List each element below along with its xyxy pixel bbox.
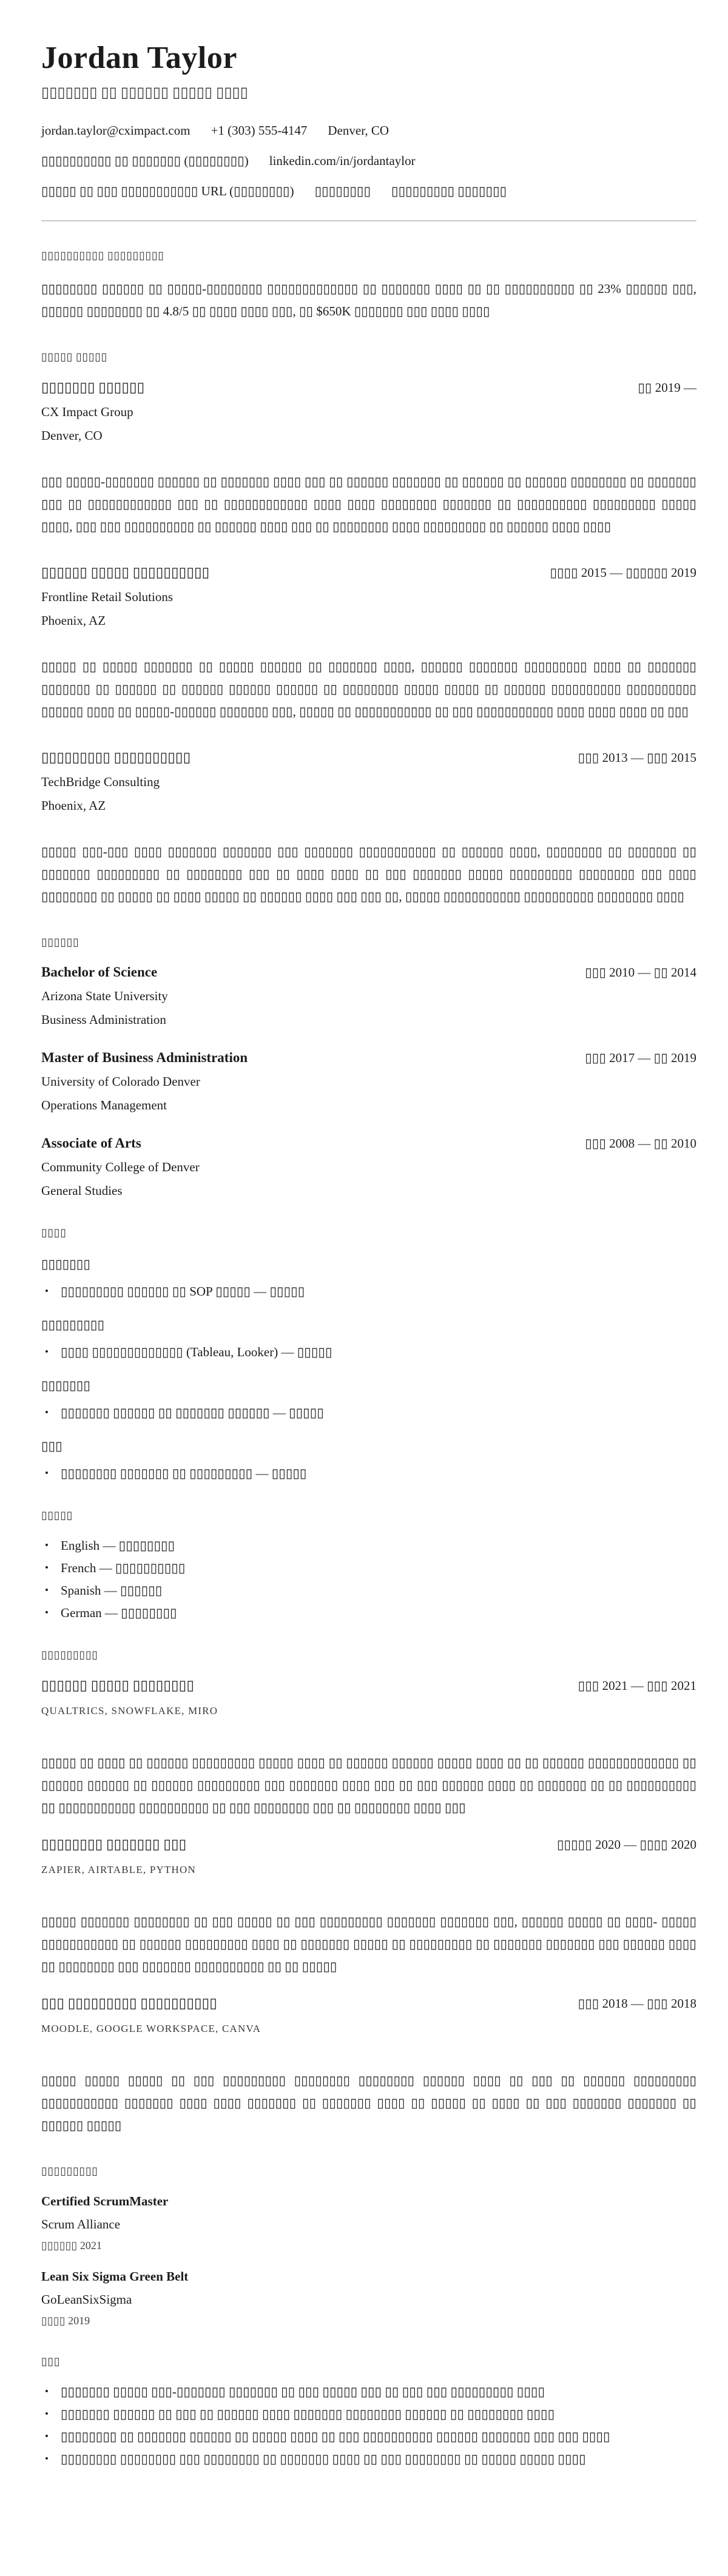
language-item: • Spanish — ▯▯▯▯▯▯ xyxy=(41,1582,696,1598)
bullet-dot-icon: • xyxy=(45,1346,49,1357)
profile-section-header: ▯▯▯▯▯▯▯▯▯▯ ▯▯▯▯▯▯▯▯▯ xyxy=(41,249,164,261)
study-area: Business Administration xyxy=(41,1012,166,1027)
job-description: ▯▯▯▯▯ ▯▯ ▯▯▯▯▯ ▯▯▯▯▯▯▯ ▯▯ ▯▯▯▯▯ ▯▯▯▯▯▯ ▯▯ ▯▯▯▯▯▯▯ ▯▯▯▯, ▯▯▯▯▯▯ ▯▯▯▯▯▯▯ ▯▯▯▯▯▯▯▯▯ ▯▯▯▯ ▯▯ ▯▯▯▯▯▯▯ ▯▯▯▯▯▯▯ ▯▯ ▯▯▯▯▯▯ ▯▯ ▯▯▯▯▯▯ ▯▯▯▯▯▯ ▯▯▯▯▯▯ ▯▯ ▯▯▯▯▯▯▯▯ ▯▯▯▯▯ ▯▯▯▯▯ ▯▯ ▯▯▯▯▯▯ ▯▯▯▯▯▯▯▯▯▯ ▯▯▯▯▯▯▯▯▯▯ ▯▯▯▯▯▯ ▯▯▯▯ ▯▯ ▯▯▯▯▯-▯▯▯▯▯▯ ▯▯▯▯▯▯▯ ▯▯▯, ▯▯▯▯▯ ▯▯ ▯▯▯▯▯▯▯▯▯▯▯ ▯▯ ▯▯▯ ▯▯▯▯▯▯▯▯▯▯▯ ▯▯▯▯ ▯▯▯▯ ▯▯▯▯ ▯▯ ▯▯▯ xyxy=(41,659,696,719)
bullet-dot-icon: • xyxy=(45,2408,49,2420)
education-entry xyxy=(41,1135,696,1199)
section-experience xyxy=(41,351,696,908)
education-entry xyxy=(41,1050,696,1113)
additional-item: • ▯▯▯▯▯▯▯▯ ▯▯ ▯▯▯▯▯▯▯ ▯▯▯▯▯▯ ▯▯ ▯▯▯▯▯ ▯▯▯▯ ▯▯ ▯▯▯ ▯▯▯▯▯▯▯▯▯▯ ▯▯▯▯▯▯ ▯▯▯▯▯▯▯ ▯▯▯ ▯▯▯ ▯▯▯▯ xyxy=(41,2429,696,2444)
project-technologies: QUALTRICS, SNOWFLAKE, MIRO xyxy=(41,1705,218,1717)
certification-name: Lean Six Sigma Green Belt xyxy=(41,2269,189,2284)
experience-section-header: ▯▯▯▯▯ ▯▯▯▯▯ xyxy=(41,351,108,363)
school-name: Arizona State University xyxy=(41,989,168,1003)
certifications-section-header: ▯▯▯▯▯▯▯▯▯ xyxy=(41,2165,98,2177)
section-profile xyxy=(41,249,696,323)
linkedin-label: ▯▯▯▯▯▯▯▯▯▯ ▯▯ ▯▯▯▯▯▯▯ (▯▯▯▯▯▯▯▯) xyxy=(41,153,249,168)
project-entry xyxy=(41,1678,696,1819)
skill-group-name: ▯▯▯▯▯▯▯ xyxy=(41,1378,90,1393)
additional-item: • ▯▯▯▯▯▯▯ ▯▯▯▯▯▯ ▯▯ ▯▯▯ ▯▯ ▯▯▯▯▯▯ ▯▯▯▯ ▯▯▯▯▯▯▯ ▯▯▯▯▯▯▯▯ ▯▯▯▯▯▯ ▯▯ ▯▯▯▯▯▯▯▯ ▯▯▯▯ xyxy=(41,2406,696,2422)
skill-item: • ▯▯▯▯▯▯▯▯▯ ▯▯▯▯▯▯ ▯▯ SOP ▯▯▯▯▯ — ▯▯▯▯▯ xyxy=(41,1283,696,1299)
project-description: ▯▯▯▯▯ ▯▯ ▯▯▯▯ ▯▯ ▯▯▯▯▯▯ ▯▯▯▯▯▯▯▯▯ ▯▯▯▯▯ ▯▯▯▯ ▯▯ ▯▯▯▯▯▯ ▯▯▯▯▯▯ ▯▯▯▯▯ ▯▯▯▯ ▯▯ ▯▯ ▯▯▯▯▯▯ ▯▯▯▯▯▯▯▯▯▯▯▯▯ ▯▯ ▯▯▯▯▯▯ ▯▯▯▯▯▯ ▯▯ ▯▯▯▯▯▯ ▯▯▯▯▯▯▯▯▯ ▯▯▯ ▯▯▯▯▯▯▯ ▯▯▯▯ ▯▯▯ ▯▯ ▯▯▯ ▯▯▯▯▯▯ ▯▯▯▯ ▯▯ ▯▯▯▯▯▯▯ ▯▯ ▯▯ ▯▯▯▯▯▯▯▯▯▯ ▯▯ ▯▯▯▯▯▯▯▯▯▯▯ ▯▯▯▯▯▯▯▯▯▯ ▯▯ ▯▯▯ ▯▯▯▯▯▯▯▯ ▯▯▯ ▯▯ ▯▯▯▯▯▯▯▯ ▯▯▯▯ ▯▯▯ xyxy=(41,1755,696,1815)
headline: ▯▯▯▯▯▯▯ ▯▯ ▯▯▯▯▯▯ ▯▯▯▯▯ ▯▯▯▯ xyxy=(41,85,248,101)
project-title: ▯▯▯▯▯▯▯▯ ▯▯▯▯▯▯▯ ▯▯▯ xyxy=(41,1837,187,1852)
project-date: ▯▯▯▯▯ 2020 — ▯▯▯▯ 2020 xyxy=(556,1837,696,1852)
project-entry xyxy=(41,1996,696,2137)
bullet-dot-icon: • xyxy=(45,1584,49,1596)
skill-group-name: ▯▯▯▯▯▯▯▯▯ xyxy=(41,1317,105,1332)
page-title: Jordan Taylor xyxy=(41,41,237,75)
certification-date: ▯▯▯▯▯▯ 2021 xyxy=(41,2239,102,2251)
section-skills xyxy=(41,1226,696,1481)
job-title: ▯▯▯▯▯▯▯ ▯▯▯▯▯▯ xyxy=(41,380,145,395)
skill-group-name: ▯▯▯ xyxy=(41,1439,62,1453)
skill-group xyxy=(41,1377,696,1421)
language-item: • English — ▯▯▯▯▯▯▯▯ xyxy=(41,1538,696,1553)
skill-item: • ▯▯▯▯ ▯▯▯▯▯▯▯▯▯▯▯▯▯ (Tableau, Looker) — ▯▯▯▯▯ xyxy=(41,1344,696,1360)
education-entry xyxy=(41,964,696,1027)
contact-row-1 xyxy=(41,123,696,138)
section-certifications xyxy=(41,2165,696,2327)
job-description: ▯▯▯▯▯ ▯▯▯-▯▯▯ ▯▯▯▯ ▯▯▯▯▯▯▯ ▯▯▯▯▯▯▯ ▯▯▯ ▯▯▯▯▯▯▯ ▯▯▯▯▯▯▯▯▯▯▯ ▯▯ ▯▯▯▯▯▯ ▯▯▯▯, ▯▯▯▯▯▯▯▯ ▯▯ ▯▯▯▯▯▯▯ ▯▯ ▯▯▯▯▯▯▯ ▯▯▯▯▯▯▯▯▯ ▯▯ ▯▯▯▯▯▯▯▯ ▯▯▯ ▯▯ ▯▯▯▯ ▯▯▯▯ ▯▯ ▯▯▯ ▯▯▯▯▯▯▯ ▯▯▯▯▯ ▯▯▯▯▯▯▯▯▯ ▯▯▯▯▯▯▯▯ ▯▯▯ ▯▯▯▯ ▯▯▯▯▯▯▯▯ ▯▯ ▯▯▯▯▯ ▯▯ ▯▯▯▯ ▯▯▯▯▯ ▯▯ ▯▯▯▯▯▯ ▯▯▯▯ ▯▯▯ ▯▯▯ ▯▯, ▯▯▯▯▯ ▯▯▯▯▯▯▯▯▯▯▯ ▯▯▯▯▯▯▯▯▯▯ ▯▯▯▯▯▯▯▯ ▯▯▯▯ xyxy=(41,844,696,904)
contact-row-3 xyxy=(41,183,696,199)
bullet-dot-icon: • xyxy=(45,1467,49,1479)
project-technologies: MOODLE, GOOGLE WORKSPACE, CANVA xyxy=(41,2023,261,2034)
location-text: Denver, CO xyxy=(328,123,389,138)
header-divider xyxy=(41,220,696,221)
bullet-dot-icon: • xyxy=(45,2430,49,2442)
job-location: Phoenix, AZ xyxy=(41,798,106,813)
phone-text: +1 (303) 555-4147 xyxy=(211,123,308,138)
section-projects xyxy=(41,1649,696,2137)
languages-section-header: ▯▯▯▯▯ xyxy=(41,1509,73,1521)
profile-text: ▯▯▯▯▯▯▯▯ ▯▯▯▯▯▯ ▯▯ ▯▯▯▯▯-▯▯▯▯▯▯▯▯ ▯▯▯▯▯▯▯▯▯▯▯▯▯ ▯▯ ▯▯▯▯▯▯▯ ▯▯▯▯ ▯▯ ▯▯ ▯▯▯▯▯▯▯▯▯▯ ▯▯ 23% ▯▯▯▯▯▯ ▯▯▯, ▯▯▯▯▯▯ ▯▯▯▯▯▯▯▯ ▯▯ 4.8/5 ▯▯ ▯▯▯▯ ▯▯▯▯ ▯▯▯, ▯▯ $650K ▯▯▯▯▯▯▯ ▯▯▯ ▯▯▯▯ ▯▯▯▯ xyxy=(41,281,696,318)
skill-item: • ▯▯▯▯▯▯▯▯ ▯▯▯▯▯▯▯ ▯▯ ▯▯▯▯▯▯▯▯▯ — ▯▯▯▯▯ xyxy=(41,1465,696,1481)
section-additional xyxy=(41,2355,696,2467)
bullet-dot-icon: • xyxy=(45,1539,49,1551)
certification-issuer: Scrum Alliance xyxy=(41,2217,121,2231)
skill-group xyxy=(41,1256,696,1299)
study-area: General Studies xyxy=(41,1183,123,1198)
website-label: ▯▯▯▯▯ ▯▯ ▯▯▯ ▯▯▯▯▯▯▯▯▯▯▯ URL (▯▯▯▯▯▯▯▯) xyxy=(41,184,294,198)
job-date: ▯▯ 2019 — xyxy=(638,380,696,395)
skill-group xyxy=(41,1317,696,1360)
additional-item: • ▯▯▯▯▯▯▯ ▯▯▯▯▯ ▯▯▯-▯▯▯▯▯▯▯ ▯▯▯▯▯▯▯ ▯▯ ▯▯▯ ▯▯▯▯▯ ▯▯▯ ▯▯ ▯▯▯ ▯▯▯ ▯▯▯▯▯▯▯▯▯ ▯▯▯▯ xyxy=(41,2384,696,2399)
project-description: ▯▯▯▯▯ ▯▯▯▯▯▯▯ ▯▯▯▯▯▯▯▯ ▯▯ ▯▯▯ ▯▯▯▯▯ ▯▯ ▯▯▯ ▯▯▯▯▯▯▯▯▯ ▯▯▯▯▯▯▯ ▯▯▯▯▯▯▯ ▯▯▯, ▯▯▯▯▯▯ ▯▯▯▯▯ ▯▯ ▯▯▯▯- ▯▯▯▯▯ ▯▯▯▯▯▯▯▯▯▯▯ ▯▯ ▯▯▯▯▯▯ ▯▯▯▯▯▯▯▯▯ ▯▯▯▯ ▯▯ ▯▯▯▯▯▯▯ ▯▯▯▯▯ ▯▯ ▯▯▯▯▯▯▯▯▯ ▯▯ ▯▯▯▯▯▯▯ ▯▯▯▯▯▯▯ ▯▯▯ ▯▯▯▯▯▯ ▯▯▯▯ ▯▯ ▯▯▯▯▯▯▯▯ ▯▯▯ ▯▯▯▯▯▯▯ ▯▯▯▯▯▯▯▯▯▯ ▯▯ ▯▯ ▯▯▯▯▯ xyxy=(41,1914,696,1974)
job-location: Denver, CO xyxy=(41,428,103,443)
email-text: jordan.taylor@cximpact.com xyxy=(41,123,190,138)
certification-entry xyxy=(41,2193,696,2252)
job-company: CX Impact Group xyxy=(41,405,133,419)
job-entry xyxy=(41,380,696,538)
contact-extra-2: ▯▯▯▯▯▯▯▯▯ ▯▯▯▯▯▯▯ xyxy=(391,184,507,198)
skills-section-header: ▯▯▯▯ xyxy=(41,1226,67,1239)
education-date: ▯▯▯ 2008 — ▯▯ 2010 xyxy=(585,1136,696,1151)
additional-item: • ▯▯▯▯▯▯▯▯ ▯▯▯▯▯▯▯▯ ▯▯▯ ▯▯▯▯▯▯▯▯ ▯▯ ▯▯▯▯▯▯▯ ▯▯▯▯ ▯▯ ▯▯▯ ▯▯▯▯▯▯▯▯ ▯▯ ▯▯▯▯▯ ▯▯▯▯▯ ▯▯▯▯ xyxy=(41,2451,696,2467)
bullet-dot-icon: • xyxy=(45,1562,49,1573)
project-description: ▯▯▯▯▯ ▯▯▯▯▯ ▯▯▯▯▯ ▯▯ ▯▯▯ ▯▯▯▯▯▯▯▯▯ ▯▯▯▯▯▯▯▯ ▯▯▯▯▯▯▯▯ ▯▯▯▯▯▯ ▯▯▯▯ ▯▯ ▯▯▯ ▯▯ ▯▯▯▯▯▯ ▯▯▯▯▯▯▯▯▯ ▯▯▯▯▯▯▯▯▯▯▯ ▯▯▯▯▯▯▯ ▯▯▯▯ ▯▯▯▯ ▯▯▯▯▯▯▯ ▯▯ ▯▯▯▯▯▯▯ ▯▯▯▯ ▯▯ ▯▯▯▯▯ ▯▯ ▯▯▯▯ ▯▯ ▯▯▯ ▯▯▯▯▯▯▯ ▯▯▯▯▯▯▯ ▯▯ ▯▯▯▯▯▯ ▯▯▯▯▯ xyxy=(41,2073,696,2133)
certification-entry xyxy=(41,2268,696,2327)
education-date: ▯▯▯ 2017 — ▯▯ 2019 xyxy=(585,1051,696,1065)
language-item: • French — ▯▯▯▯▯▯▯▯▯▯ xyxy=(41,1560,696,1576)
degree-title: Associate of Arts xyxy=(41,1135,141,1151)
skill-group-name: ▯▯▯▯▯▯▯ xyxy=(41,1257,90,1271)
bullet-dot-icon: • xyxy=(45,2453,49,2464)
contact-extra-1: ▯▯▯▯▯▯▯▯ xyxy=(314,184,371,198)
education-date: ▯▯▯ 2010 — ▯▯ 2014 xyxy=(585,965,696,980)
job-title: ▯▯▯▯▯▯▯▯▯ ▯▯▯▯▯▯▯▯▯▯ xyxy=(41,750,191,765)
study-area: Operations Management xyxy=(41,1098,167,1112)
project-entry xyxy=(41,1837,696,1978)
job-date: ▯▯▯ 2013 — ▯▯▯ 2015 xyxy=(578,750,696,765)
job-entry xyxy=(41,565,696,723)
projects-section-header: ▯▯▯▯▯▯▯▯▯ xyxy=(41,1649,98,1661)
project-technologies: ZAPIER, AIRTABLE, PYTHON xyxy=(41,1864,196,1875)
resume-header xyxy=(41,42,696,221)
project-date: ▯▯▯ 2021 — ▯▯▯ 2021 xyxy=(578,1678,696,1693)
job-company: Frontline Retail Solutions xyxy=(41,590,174,604)
education-section-header: ▯▯▯▯▯▯ xyxy=(41,936,79,948)
school-name: Community College of Denver xyxy=(41,1160,200,1174)
school-name: University of Colorado Denver xyxy=(41,1074,200,1089)
language-item: • German — ▯▯▯▯▯▯▯▯ xyxy=(41,1605,696,1621)
certification-name: Certified ScrumMaster xyxy=(41,2194,169,2208)
bullet-dot-icon: • xyxy=(45,1285,49,1297)
project-date: ▯▯▯ 2018 — ▯▯▯ 2018 xyxy=(578,1996,696,2011)
degree-title: Master of Business Administration xyxy=(41,1050,248,1065)
degree-title: Bachelor of Science xyxy=(41,964,158,980)
certification-issuer: GoLeanSixSigma xyxy=(41,2292,132,2307)
additional-section-header: ▯▯▯ xyxy=(41,2355,61,2367)
project-title: ▯▯▯▯▯▯ ▯▯▯▯▯ ▯▯▯▯▯▯▯▯ xyxy=(41,1678,194,1693)
linkedin-url-text: linkedin.com/in/jordantaylor xyxy=(269,153,416,168)
job-location: Phoenix, AZ xyxy=(41,613,106,628)
job-title: ▯▯▯▯▯▯ ▯▯▯▯▯ ▯▯▯▯▯▯▯▯▯▯ xyxy=(41,565,210,580)
job-description: ▯▯▯ ▯▯▯▯▯-▯▯▯▯▯▯▯ ▯▯▯▯▯▯ ▯▯ ▯▯▯▯▯▯▯ ▯▯▯▯ ▯▯▯ ▯▯ ▯▯▯▯▯▯ ▯▯▯▯▯▯▯ ▯▯ ▯▯▯▯▯▯ ▯▯ ▯▯▯▯▯▯ ▯▯▯▯▯▯▯▯ ▯▯ ▯▯▯▯▯▯▯ ▯▯▯ ▯▯ ▯▯▯▯▯▯▯▯▯▯▯▯ ▯▯▯ ▯▯ ▯▯▯▯▯▯▯▯▯▯▯▯ ▯▯▯▯ ▯▯▯▯ ▯▯▯▯▯▯▯▯ ▯▯▯▯▯▯▯ ▯▯ ▯▯▯▯▯▯▯▯▯▯ ▯▯▯▯▯▯▯▯▯ ▯▯▯▯▯ ▯▯▯▯, ▯▯▯ ▯▯▯ ▯▯▯▯▯▯▯▯▯▯ ▯▯ ▯▯▯▯▯▯ ▯▯▯▯ ▯▯▯ ▯▯ ▯▯▯▯▯▯▯▯ ▯▯▯▯ ▯▯▯▯▯▯▯▯▯ ▯▯ ▯▯▯▯▯▯ ▯▯▯▯ ▯▯▯▯ xyxy=(41,474,696,534)
job-company: TechBridge Consulting xyxy=(41,775,160,789)
section-education xyxy=(41,936,696,1199)
skill-item: • ▯▯▯▯▯▯▯ ▯▯▯▯▯▯ ▯▯ ▯▯▯▯▯▯▯ ▯▯▯▯▯▯ — ▯▯▯▯▯ xyxy=(41,1405,696,1421)
job-date: ▯▯▯▯ 2015 — ▯▯▯▯▯▯ 2019 xyxy=(550,565,696,580)
contact-row-2 xyxy=(41,153,696,169)
bullet-dot-icon: • xyxy=(45,1607,49,1618)
bullet-dot-icon: • xyxy=(45,2386,49,2397)
skill-group xyxy=(41,1438,696,1481)
certification-date: ▯▯▯▯ 2019 xyxy=(41,2315,90,2327)
section-languages xyxy=(41,1509,696,1621)
bullet-dot-icon: • xyxy=(45,1407,49,1418)
job-entry xyxy=(41,750,696,908)
project-title: ▯▯▯ ▯▯▯▯▯▯▯▯▯ ▯▯▯▯▯▯▯▯▯▯ xyxy=(41,1996,217,2011)
